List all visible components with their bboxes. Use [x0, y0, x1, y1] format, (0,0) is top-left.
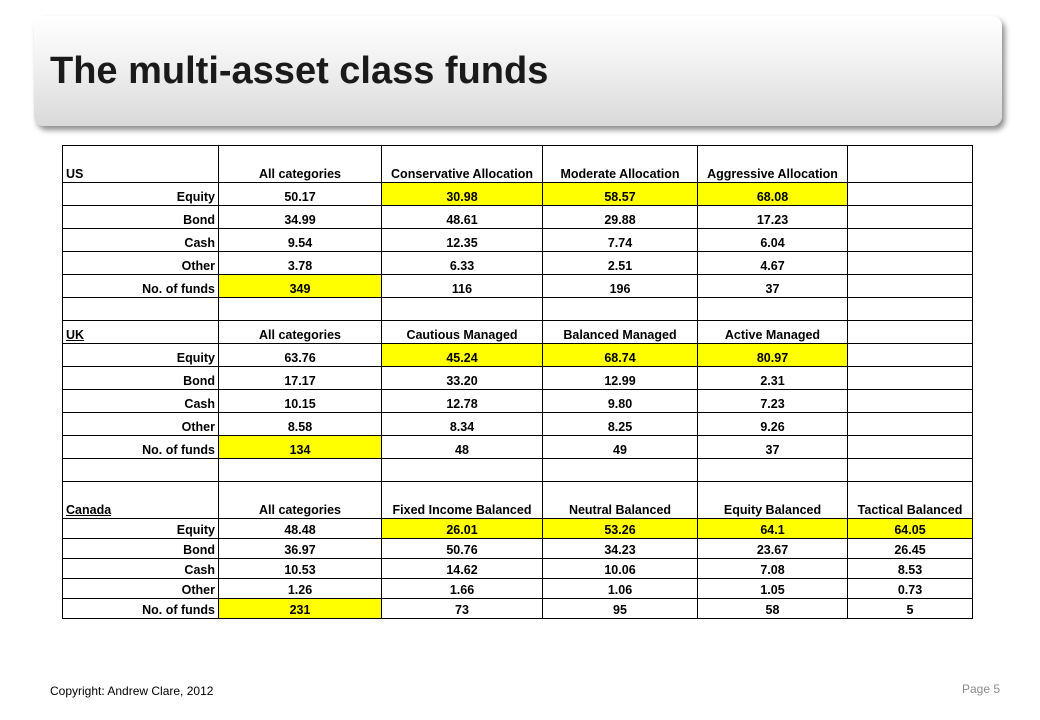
table-row	[63, 252, 973, 275]
cell: 5	[848, 599, 973, 619]
copyright-text: Copyright: Andrew Clare, 2012	[50, 684, 214, 698]
canada-col-fixed-income: Fixed Income Balanced	[382, 482, 543, 519]
cell: 7.74	[543, 229, 698, 252]
cell: 26.45	[848, 539, 973, 559]
cell: 34.23	[543, 539, 698, 559]
cell: 7.08	[698, 559, 848, 579]
cell	[848, 183, 973, 206]
cell	[848, 344, 973, 367]
cell: 36.97	[219, 539, 382, 559]
cell: 10.15	[219, 390, 382, 413]
us-col-moderate: Moderate Allocation	[543, 146, 698, 183]
canada-col-equity: Equity Balanced	[698, 482, 848, 519]
cell	[848, 459, 973, 482]
cell: 48.48	[219, 519, 382, 539]
table-row	[63, 539, 973, 559]
cell: 23.67	[698, 539, 848, 559]
highlighted-cell: 68.74	[543, 344, 698, 367]
cell: 8.58	[219, 413, 382, 436]
cell: 1.66	[382, 579, 543, 599]
cell: 196	[543, 275, 698, 298]
cell	[219, 459, 382, 482]
us-col-all: All categories	[219, 146, 382, 183]
cell: 9.26	[698, 413, 848, 436]
cell	[543, 298, 698, 321]
row-label: Equity	[63, 344, 219, 367]
cell	[848, 367, 973, 390]
table-row	[63, 599, 973, 619]
us-col-conservative: Conservative Allocation	[382, 146, 543, 183]
cell: 17.17	[219, 367, 382, 390]
page-title: The multi-asset class funds	[50, 50, 549, 92]
cell: 6.04	[698, 229, 848, 252]
cell: 58	[698, 599, 848, 619]
highlighted-cell: 30.98	[382, 183, 543, 206]
cell: 12.99	[543, 367, 698, 390]
cell: 2.31	[698, 367, 848, 390]
cell: 10.53	[219, 559, 382, 579]
canada-col-all: All categories	[219, 482, 382, 519]
us-header-row	[63, 146, 973, 183]
table-row	[63, 390, 973, 413]
highlighted-cell: 64.05	[848, 519, 973, 539]
cell	[382, 459, 543, 482]
row-label: Equity	[63, 519, 219, 539]
cell: 14.62	[382, 559, 543, 579]
cell: 3.78	[219, 252, 382, 275]
row-label: No. of funds	[63, 599, 219, 619]
table-row	[63, 344, 973, 367]
row-label: No. of funds	[63, 436, 219, 459]
cell: 1.06	[543, 579, 698, 599]
spacer-row	[63, 459, 973, 482]
cell	[848, 413, 973, 436]
cell: 8.34	[382, 413, 543, 436]
cell: 2.51	[543, 252, 698, 275]
highlighted-cell: 349	[219, 275, 382, 298]
cell	[848, 275, 973, 298]
cell	[382, 298, 543, 321]
uk-region-label: UK	[63, 321, 219, 344]
uk-col-active: Active Managed	[698, 321, 848, 344]
row-label: Bond	[63, 539, 219, 559]
table-row	[63, 413, 973, 436]
cell	[848, 436, 973, 459]
cell: 9.54	[219, 229, 382, 252]
cell: 34.99	[219, 206, 382, 229]
cell	[63, 459, 219, 482]
table-row	[63, 183, 973, 206]
us-col-aggressive: Aggressive Allocation	[698, 146, 848, 183]
row-label: No. of funds	[63, 275, 219, 298]
cell: 37	[698, 436, 848, 459]
row-label: Bond	[63, 367, 219, 390]
us-col-empty	[848, 146, 973, 183]
cell: 9.80	[543, 390, 698, 413]
row-label: Bond	[63, 206, 219, 229]
cell: 12.78	[382, 390, 543, 413]
cell: 17.23	[698, 206, 848, 229]
cell: 8.53	[848, 559, 973, 579]
highlighted-cell: 80.97	[698, 344, 848, 367]
cell: 29.88	[543, 206, 698, 229]
table-row	[63, 519, 973, 539]
uk-col-balanced: Balanced Managed	[543, 321, 698, 344]
funds-table	[62, 145, 973, 619]
cell: 95	[543, 599, 698, 619]
uk-header-row	[63, 321, 973, 344]
uk-col-empty	[848, 321, 973, 344]
cell	[848, 252, 973, 275]
row-label: Other	[63, 252, 219, 275]
highlighted-cell: 64.1	[698, 519, 848, 539]
page-number: Page 5	[962, 682, 1001, 696]
highlighted-cell: 231	[219, 599, 382, 619]
canada-col-tactical: Tactical Balanced	[848, 482, 973, 519]
table-row	[63, 559, 973, 579]
cell: 33.20	[382, 367, 543, 390]
table-row	[63, 367, 973, 390]
cell: 1.05	[698, 579, 848, 599]
cell: 1.26	[219, 579, 382, 599]
cell: 37	[698, 275, 848, 298]
cell	[848, 229, 973, 252]
cell: 116	[382, 275, 543, 298]
highlighted-cell: 45.24	[382, 344, 543, 367]
cell: 63.76	[219, 344, 382, 367]
row-label: Cash	[63, 390, 219, 413]
highlighted-cell: 68.08	[698, 183, 848, 206]
row-label: Equity	[63, 183, 219, 206]
cell: 50.76	[382, 539, 543, 559]
canada-col-neutral: Neutral Balanced	[543, 482, 698, 519]
canada-header-row	[63, 482, 973, 519]
highlighted-cell: 134	[219, 436, 382, 459]
cell: 73	[382, 599, 543, 619]
highlighted-cell: 53.26	[543, 519, 698, 539]
cell: 48	[382, 436, 543, 459]
table-row	[63, 436, 973, 459]
cell	[219, 298, 382, 321]
row-label: Cash	[63, 559, 219, 579]
cell: 7.23	[698, 390, 848, 413]
cell: 48.61	[382, 206, 543, 229]
cell	[63, 298, 219, 321]
table-row	[63, 229, 973, 252]
uk-col-cautious: Cautious Managed	[382, 321, 543, 344]
table-row	[63, 579, 973, 599]
us-region-label: US	[63, 146, 219, 183]
cell	[698, 459, 848, 482]
highlighted-cell: 26.01	[382, 519, 543, 539]
row-label: Other	[63, 413, 219, 436]
cell: 6.33	[382, 252, 543, 275]
cell	[848, 206, 973, 229]
row-label: Cash	[63, 229, 219, 252]
cell: 0.73	[848, 579, 973, 599]
uk-col-all: All categories	[219, 321, 382, 344]
row-label: Other	[63, 579, 219, 599]
cell	[848, 390, 973, 413]
cell: 10.06	[543, 559, 698, 579]
cell: 12.35	[382, 229, 543, 252]
spacer-row	[63, 298, 973, 321]
cell: 49	[543, 436, 698, 459]
cell: 50.17	[219, 183, 382, 206]
table-row	[63, 275, 973, 298]
cell: 4.67	[698, 252, 848, 275]
cell: 8.25	[543, 413, 698, 436]
highlighted-cell: 58.57	[543, 183, 698, 206]
cell	[543, 459, 698, 482]
cell	[848, 298, 973, 321]
canada-region-label: Canada	[63, 482, 219, 519]
table-row	[63, 206, 973, 229]
cell	[698, 298, 848, 321]
